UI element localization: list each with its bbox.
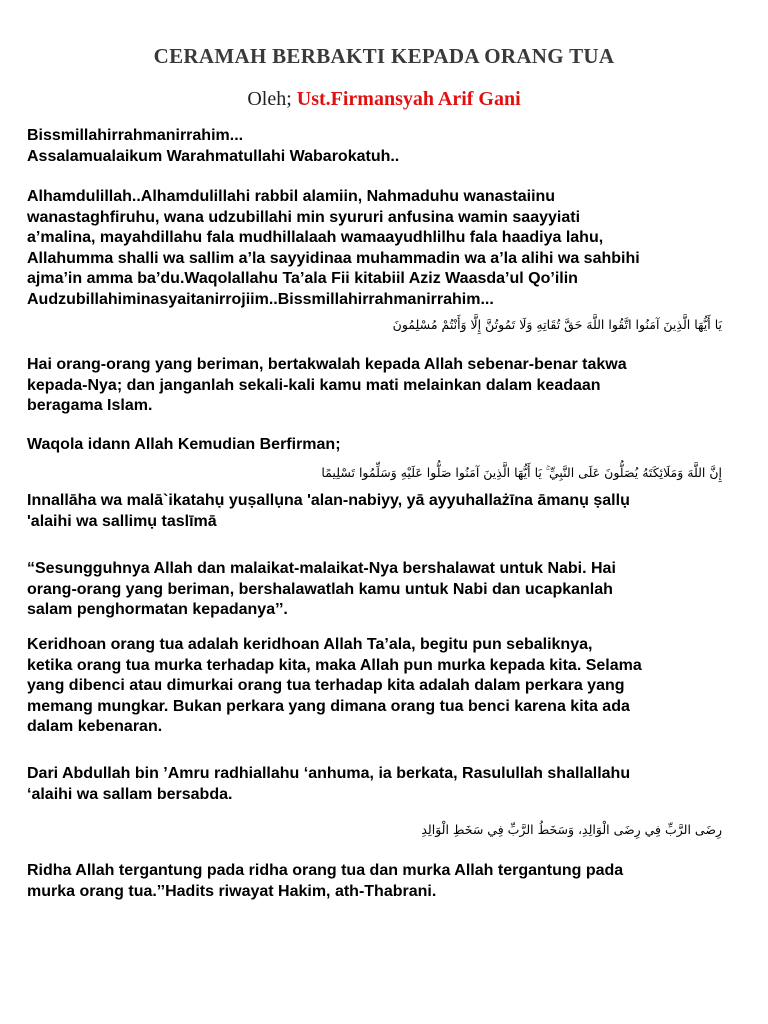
page-title: CERAMAH BERBAKTI KEPADA ORANG TUA: [153, 44, 615, 68]
byline: [0, 88, 768, 111]
byline-prefix: Oleh;: [247, 88, 297, 110]
hadith-translation: Ridha Allah tergantung pada ridha orang tua dan murka Allah tergantung pada murka orang tua.’’Hadits riwayat Hakim, ath-Thabrani.: [27, 862, 624, 900]
verse-1-translation: Hai orang-orang yang beriman, bertakwalah kepada Allah sebenar-benar takwa kepada-Nya; dan janganlah sekali-kali kamu mati melainkan dalam keadaan beragama Islam.: [27, 356, 627, 414]
arabic-hadith: رِضَى الرَّبِّ فِي رِضَى الْوَالِدِ، وَسَخَطُ الرَّبِّ فِي سَخَطِ الْوَالِدِ: [421, 822, 722, 837]
arabic-verse-1: يَا أَيُّهَا الَّذِينَ آمَنُوا اتَّقُوا اللَّهَ حَقَّ تُقَاتِهِ وَلَا تَمُوتُنَّ إِلَّا وَأَنْتُمْ مُسْلِمُونَ: [392, 317, 722, 332]
verse-2-translation: “Sesungguhnya Allah dan malaikat-malaikat-Nya bershalawat untuk Nabi. Hai orang-orang yang beriman, bershalawatlah kamu untuk Nabi dan ucapkanlah salam penghormatan kepadanya’’.: [27, 560, 616, 618]
arabic-verse-2: إِنَّ اللَّهَ وَمَلَائِكَتَهُ يُصَلُّونَ عَلَى النَّبِيِّ ۚ يَا أَيُّهَا الَّذِينَ آمَنُوا صَلُّوا عَلَيْهِ وَسَلِّمُوا تَسْلِيمًا: [321, 465, 722, 480]
opening-greeting: Bissmillahirrahmanirrahim... Assalamualaikum Warahmatullahi Wabarokatuh..: [27, 127, 400, 165]
verse-2-transliteration: Innallāha wa malā`ikatahụ yuṣallụna 'alan-nabiyy, yā ayyuhallażīna āmanụ ṣallụ 'alaihi wa sallimụ taslīmā: [27, 492, 630, 530]
hamdalah-paragraph: Alhamdulillah..Alhamdulillahi rabbil alamiin, Nahmaduhu wanastaiinu wanastaghfiruhu, wana udzubillahi min syururi anfusina wamin saayyiati a’malina, mayahdillahu fala mudhillalaah wamaayudhlilhu fala haadiya lahu, Allahumma shalli wa sallim a’la sayyidinaa muhammadin wa a’la alihi wa sahbihi ajma’in amma ba’du.Waqolallahu Ta’ala Fii kitabiil Aziz Waasda’ul Qo’ilin Audzubillahiminasyaitanirrojiim..Bissmillahirrahmanirrahim...: [27, 188, 640, 308]
hadith-intro: Dari Abdullah bin ’Amru radhiallahu ‘anhuma, ia berkata, Rasulullah shallallahu ‘alaihi wa sallam bersabda.: [27, 765, 631, 803]
body-paragraph: Keridhoan orang tua adalah keridhoan Allah Ta’ala, begitu pun sebaliknya, ketika orang tua murka terhadap kita, maka Allah pun murka kepada kita. Selama yang dibenci atau dimurkai orang tua terhadap kita adalah dalam perkara yang memang mungkar. Bukan perkara yang dimana orang tua benci karena kita ada dalam kebenaran.: [27, 636, 642, 735]
author-name: Ust.Firmansyah Arif Gani: [296, 88, 521, 110]
verse-2-intro: Waqola idann Allah Kemudian Berfirman;: [27, 436, 341, 453]
